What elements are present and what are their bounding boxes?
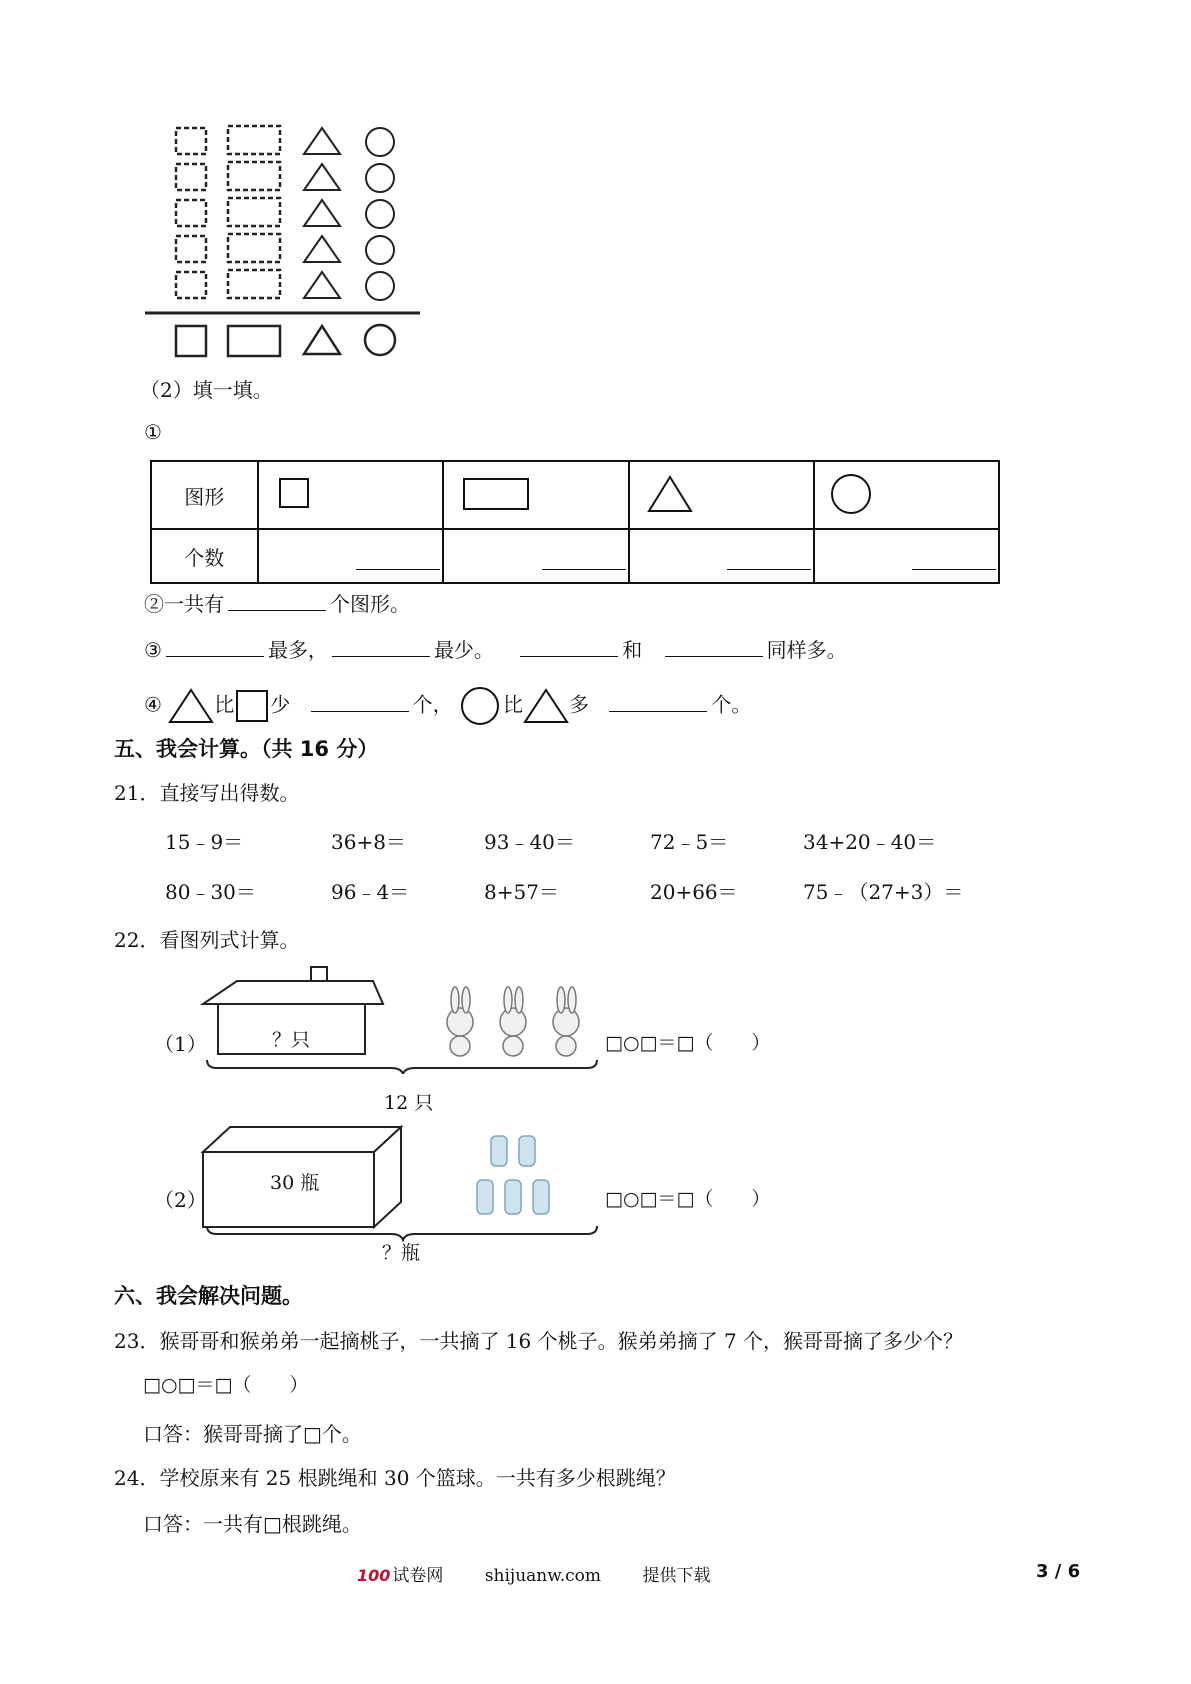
square-icon <box>278 475 338 515</box>
total-label: 12 只 <box>384 1092 434 1114</box>
calc-item: 93﹣40＝ <box>484 830 575 854</box>
answer-blank[interactable] <box>520 636 618 657</box>
circle-icon <box>830 473 890 517</box>
row-label-shape: 图形 <box>151 461 258 529</box>
p1-label: （1） <box>154 1032 207 1056</box>
count-cell[interactable] <box>258 529 443 583</box>
total-label: ？瓶 <box>382 1242 421 1264</box>
row-label-count: 个数 <box>151 529 258 583</box>
house-rabbits-figure <box>195 962 605 1074</box>
calc-item: 72﹣5＝ <box>650 830 729 854</box>
q23-text: 23．猴哥哥和猴弟弟一起摘桃子，一共摘了 16 个桃子。猴弟弟摘了 7 个，猴哥哥摘了多少个？ <box>114 1329 964 1353</box>
q23-answer: 口答：猴哥哥摘了□个。 <box>143 1422 362 1446</box>
q24-answer: 口答：一共有□根跳绳。 <box>143 1512 362 1536</box>
q23-formula: □○□＝□（ ） <box>143 1374 309 1396</box>
q22-text: 22．看图列式计算。 <box>114 928 300 952</box>
answer-blank[interactable] <box>311 691 409 712</box>
rectangle-icon <box>461 475 551 515</box>
q24-text: 24．学校原来有 25 根跳绳和 30 个篮球。一共有多少根跳绳？ <box>114 1466 676 1490</box>
circled-one: ① <box>144 420 162 444</box>
count-cell[interactable] <box>443 529 629 583</box>
answer-blank[interactable] <box>609 691 707 712</box>
triangle-icon <box>168 687 214 725</box>
box-label: 30 瓶 <box>270 1172 320 1194</box>
calc-item: 34+20﹣40＝ <box>803 830 937 854</box>
count-table <box>150 460 1000 584</box>
square-icon <box>234 687 270 725</box>
site-logo: 100 <box>357 1566 391 1585</box>
triangle-icon <box>523 687 569 725</box>
answer-blank[interactable] <box>332 636 430 657</box>
calc-item: 36+8＝ <box>331 830 406 854</box>
q4-line: ④ 比 少 个， 比 多 个。 <box>144 686 751 726</box>
section5-title: 五、我会计算。（共 16 分） <box>114 737 379 761</box>
circle-icon <box>459 686 503 726</box>
section6-title: 六、我会解决问题。 <box>114 1284 303 1308</box>
site-url[interactable]: shijuanw.com <box>484 1566 602 1586</box>
p2-formula: □○□＝□（ ） <box>605 1188 771 1210</box>
p2-label: （2） <box>154 1188 207 1212</box>
q2-line: ②一共有 个图形。 <box>144 592 410 616</box>
q3-line: ③ 最多， 最少。 和 同样多。 <box>144 638 847 662</box>
p1-formula: □○□＝□（ ） <box>605 1032 771 1054</box>
house-label: ？只 <box>272 1029 311 1051</box>
calc-item: 96﹣4＝ <box>331 880 410 904</box>
count-cell[interactable] <box>629 529 814 583</box>
answer-blank[interactable] <box>228 590 326 611</box>
calc-item: 75﹣（27+3）＝ <box>803 880 964 904</box>
site-name: 试卷网 <box>392 1566 444 1586</box>
answer-blank[interactable] <box>665 636 763 657</box>
download-text: 提供下载 <box>642 1566 711 1586</box>
calc-item: 20+66＝ <box>650 880 738 904</box>
footer <box>357 1561 710 1586</box>
tally-figure <box>140 118 420 368</box>
calc-item: 80﹣30＝ <box>165 880 256 904</box>
answer-blank[interactable] <box>166 636 264 657</box>
calc-item: 8+57＝ <box>484 880 559 904</box>
calc-item: 15﹣9＝ <box>165 830 244 854</box>
q21-text: 21．直接写出得数。 <box>114 781 300 805</box>
page-number: 3 / 6 <box>1036 1561 1081 1582</box>
box-bottles-figure <box>195 1122 605 1242</box>
triangle-icon <box>647 473 707 517</box>
fill-sub-label: （2）填一填。 <box>140 378 273 402</box>
count-cell[interactable] <box>814 529 999 583</box>
